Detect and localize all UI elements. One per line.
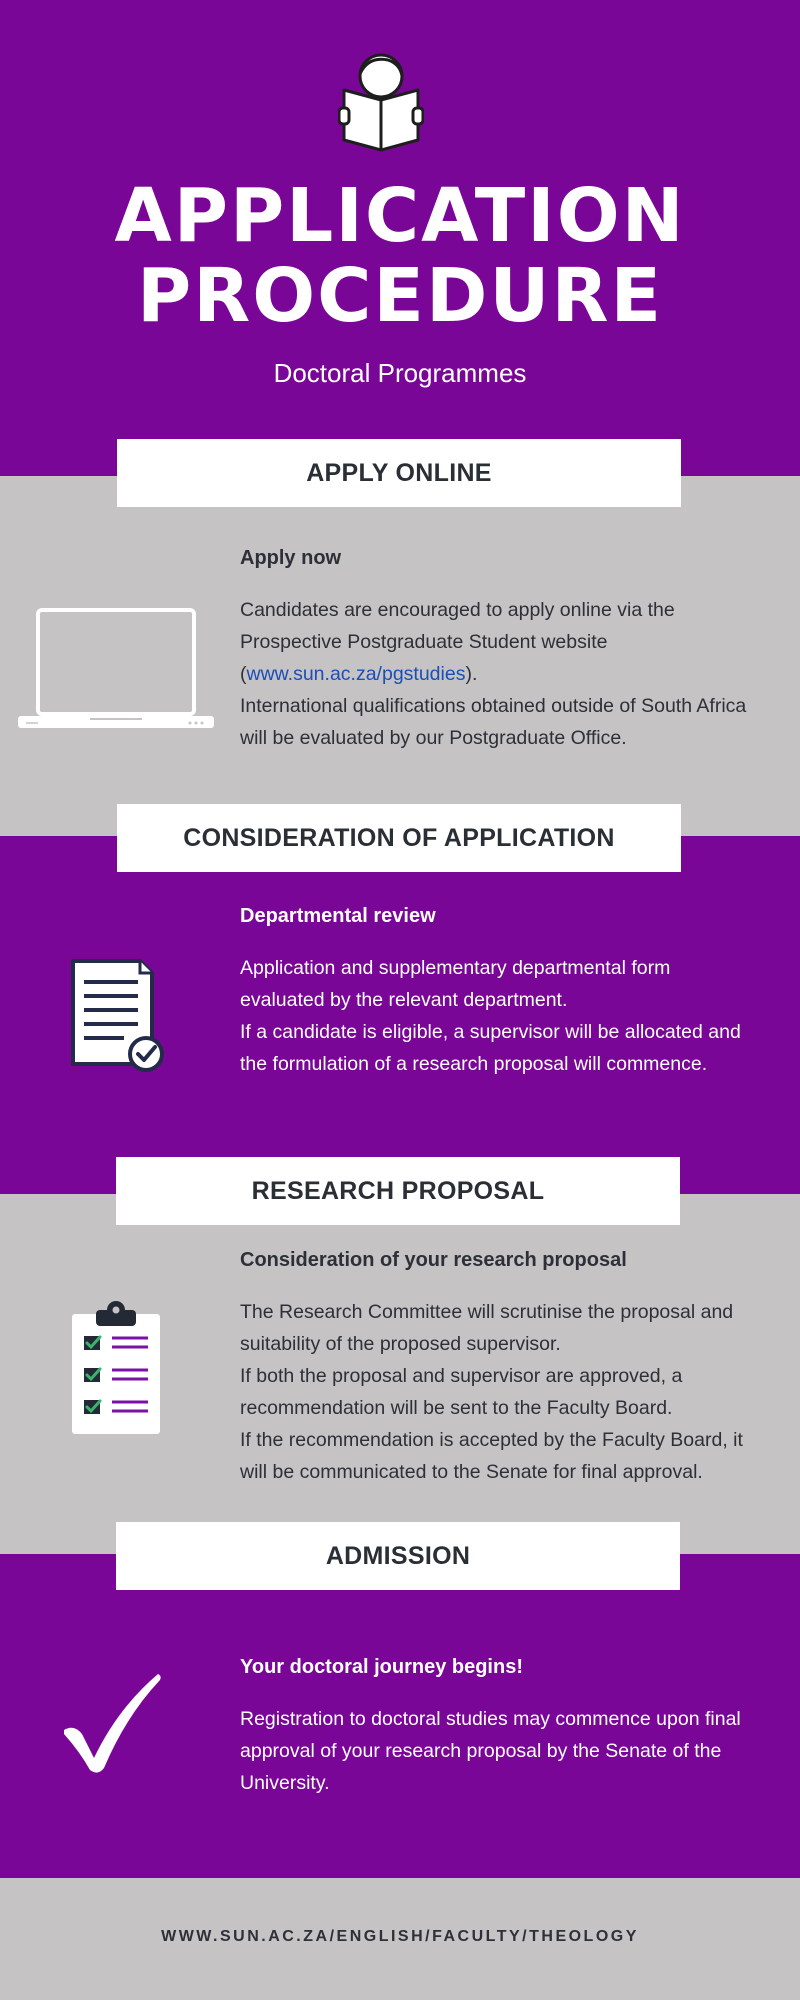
consideration-subheading: Departmental review [240,905,436,927]
clipboard-checklist-icon [70,1300,162,1436]
apply-online-text-intro: Candidates are encouraged to apply online via the Prospective Postgraduate Student website ( [240,599,675,685]
footer-url[interactable]: WWW.SUN.AC.ZA/ENGLISH/FACULTY/THEOLOGY [161,1928,639,1945]
admission-text-line1: Registration to doctoral studies may commence upon final approval of your research proposal by the Senate of the University. [240,1708,741,1794]
reading-person-icon [338,52,424,152]
research-proposal-subheading: Consideration of your research proposal [240,1249,627,1271]
admission-heading-box [116,1522,680,1590]
consideration-heading-box [117,804,681,872]
consideration-text-line2: If a candidate is eligible, a supervisor will be allocated and the formulation of a research proposal will commence. [240,1021,741,1075]
apply-online-text-international: International qualifications obtained outside of South Africa will be evaluated by our Postgraduate Office. [240,695,747,749]
admission-subheading: Your doctoral journey begins! [240,1656,523,1678]
laptop-icon [18,608,214,730]
research-proposal-text-line2: If both the proposal and supervisor are approved, a recommendation will be sent to the Faculty Board. [240,1365,683,1419]
research-proposal-text-line1: The Research Committee will scrutinise the proposal and suitability of the proposed supervisor. [240,1301,734,1355]
apply-online-text [240,594,760,754]
apply-online-heading: APPLY ONLINE [306,458,492,487]
apply-online-text-close: ). [465,663,478,685]
pgstudies-link[interactable]: www.sun.ac.za/pgstudies [246,663,466,685]
admission-text [240,1703,760,1799]
research-proposal-text-line3: If the recommendation is accepted by the Faculty Board, it will be communicated to the Senate for final approval. [240,1429,743,1483]
document-check-icon [70,958,166,1074]
research-proposal-heading: RESEARCH PROPOSAL [251,1176,545,1205]
research-proposal-text [240,1296,760,1488]
page-title-line1: APPLICATION [114,173,686,259]
consideration-heading: CONSIDERATION OF APPLICATION [183,823,615,852]
consideration-text [240,952,760,1080]
consideration-text-line1: Application and supplementary departmental form evaluated by the relevant department. [240,957,671,1011]
apply-online-subheading: Apply now [240,547,342,569]
research-proposal-heading-box [116,1157,680,1225]
page-subtitle: Doctoral Programmes [273,358,527,388]
checkmark-icon [60,1672,164,1776]
admission-heading: ADMISSION [325,1541,471,1570]
page-title-line2: PROCEDURE [136,253,664,339]
apply-online-heading-box [117,439,681,507]
